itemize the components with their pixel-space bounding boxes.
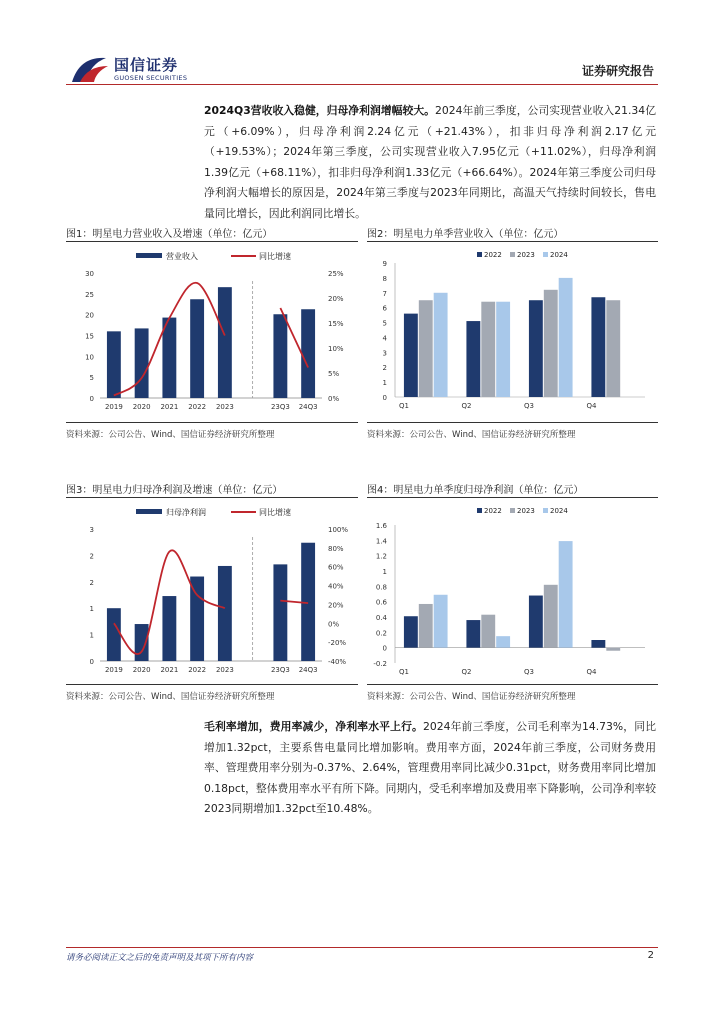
fig1-right-tick: 5% bbox=[328, 370, 340, 378]
paragraph-revenue-body: 2024年前三季度，公司实现营业收入21.34亿元（+6.09%），归母净利润2.24亿元（+21.43%），扣非归母净利润2.17亿元（+19.53%）；2024年第三季度，公司实现营业收入7.95亿元（+11.02%），归母净利润1.39亿元（+68.11%），扣非归母净利润1.33亿元（+66.64%）。2024年第三季度公司归母净利润大幅增长的原因是，2024年第三季度与2023年同期比，高温天气持续时间较长，售电量同比增长，因此利润同比增长。 bbox=[204, 104, 656, 220]
fig2-y-tick: 2 bbox=[382, 364, 387, 373]
fig1-legend-bar-label: 营业收入 bbox=[166, 252, 198, 261]
fig4-chart bbox=[367, 501, 658, 681]
fig3-bar bbox=[135, 624, 149, 661]
fig2-y-tick: 8 bbox=[382, 274, 387, 283]
fig1-right-tick: 25% bbox=[328, 270, 344, 278]
fig4-legend-label: 2023 bbox=[517, 507, 535, 515]
footer-divider bbox=[66, 947, 658, 948]
fig4-rule bbox=[367, 497, 658, 498]
fig4-bar bbox=[434, 595, 448, 648]
fig1-source: 资料来源：公司公告、Wind、国信证券经济研究所整理 bbox=[66, 430, 275, 440]
fig4-legend-swatch bbox=[510, 508, 515, 513]
fig2-bar bbox=[419, 300, 433, 397]
fig4-y-tick: 0 bbox=[382, 644, 387, 653]
fig3-left-tick: 2 bbox=[89, 552, 94, 561]
fig3-bar bbox=[107, 608, 121, 661]
fig4-bar bbox=[591, 640, 605, 648]
fig3-x-tick: 2019 bbox=[104, 666, 123, 674]
fig1-title: 图1：明星电力营业收入及增速（单位：亿元） bbox=[66, 229, 273, 240]
guosen-logo-icon bbox=[70, 52, 110, 86]
fig3-x-tick: 2020 bbox=[132, 666, 151, 674]
fig4-y-tick: 1.4 bbox=[375, 537, 387, 546]
fig1-bar bbox=[301, 309, 315, 398]
fig2-bar bbox=[434, 293, 448, 397]
fig4-y-tick: 1.6 bbox=[375, 522, 387, 530]
fig2-bar bbox=[559, 278, 573, 397]
fig1-x-tick: 2020 bbox=[132, 403, 151, 411]
paragraph-revenue bbox=[204, 101, 656, 224]
fig2-x-tick: Q3 bbox=[523, 402, 534, 410]
fig2-bar bbox=[404, 314, 418, 397]
fig4-bar bbox=[559, 541, 573, 648]
paragraph-margin bbox=[204, 717, 656, 820]
fig1-right-tick: 10% bbox=[328, 345, 344, 353]
fig1-x-tick: 2023 bbox=[215, 403, 234, 411]
fig4-legend-swatch bbox=[543, 508, 548, 513]
fig3-left-tick: 3 bbox=[89, 526, 94, 534]
fig2-source: 资料来源：公司公告、Wind、国信证券经济研究所整理 bbox=[367, 430, 576, 440]
fig2-y-tick: 4 bbox=[382, 334, 387, 343]
fig1-bar bbox=[135, 328, 149, 398]
fig3-title: 图3：明星电力归母净利润及增速（单位：亿元） bbox=[66, 485, 283, 496]
fig1-right-tick: 15% bbox=[328, 320, 344, 328]
fig1-rule bbox=[66, 241, 358, 242]
fig3-rule bbox=[66, 497, 358, 498]
fig3-rule-bottom bbox=[66, 684, 358, 685]
fig3-right-tick: -40% bbox=[328, 658, 347, 666]
fig3-right-tick: 80% bbox=[328, 544, 344, 553]
fig4-bar bbox=[419, 604, 433, 648]
paragraph-margin-heading: 毛利率增加，费用率减少，净利率水平上行。 bbox=[204, 720, 423, 733]
fig1-left-tick: 20 bbox=[85, 311, 94, 320]
fig2-bar bbox=[529, 300, 543, 397]
fig2-rule-bottom bbox=[367, 422, 658, 423]
fig3-legend-line-label: 同比增速 bbox=[259, 508, 291, 517]
fig4-y-tick: 0.4 bbox=[375, 614, 387, 622]
fig4-y-tick: -0.2 bbox=[373, 660, 387, 668]
fig1-legend-line-label: 同比增速 bbox=[259, 252, 291, 261]
fig2-legend-swatch bbox=[477, 252, 482, 257]
fig3-source: 资料来源：公司公告、Wind、国信证券经济研究所整理 bbox=[66, 692, 275, 702]
fig3-bar bbox=[273, 564, 287, 661]
fig3-right-tick: 100% bbox=[328, 526, 349, 534]
page-number: 2 bbox=[647, 950, 654, 961]
fig2-y-tick: 1 bbox=[382, 379, 387, 388]
fig2-y-tick: 0 bbox=[382, 394, 387, 402]
fig4-y-tick: 0.2 bbox=[375, 629, 387, 638]
fig2-y-tick: 6 bbox=[382, 304, 387, 313]
fig4-x-tick: Q3 bbox=[523, 668, 534, 676]
fig4-y-tick: 0.8 bbox=[375, 583, 387, 592]
fig1-left-tick: 10 bbox=[85, 353, 94, 362]
fig2-title: 图2：明星电力单季营业收入（单位：亿元） bbox=[367, 229, 564, 240]
fig3-x-tick: 2021 bbox=[160, 666, 179, 674]
fig1-x-tick: 2022 bbox=[188, 403, 207, 411]
fig1-right-tick: 0% bbox=[328, 395, 340, 403]
fig2-x-tick: Q1 bbox=[398, 402, 409, 410]
fig2-bar bbox=[466, 321, 480, 397]
fig1-bar bbox=[273, 314, 287, 398]
fig4-x-tick: Q1 bbox=[398, 668, 409, 676]
fig3-bar bbox=[162, 596, 176, 661]
fig2-legend-swatch bbox=[510, 252, 515, 257]
fig4-bar bbox=[404, 616, 418, 647]
fig2-bar bbox=[496, 302, 510, 397]
fig4-title: 图4：明星电力单季度归母净利润（单位：亿元） bbox=[367, 485, 584, 496]
fig2-bar bbox=[481, 302, 495, 397]
fig2-y-tick: 9 bbox=[382, 260, 387, 268]
fig4-bar bbox=[544, 585, 558, 648]
fig3-right-tick: 20% bbox=[328, 601, 344, 610]
fig3-left-tick: 0 bbox=[89, 658, 94, 666]
fig2-y-tick: 5 bbox=[382, 319, 387, 328]
fig1-legend-bar-swatch bbox=[136, 253, 162, 258]
fig2-chart bbox=[367, 245, 658, 417]
fig2-rule bbox=[367, 241, 658, 242]
fig1-left-tick: 5 bbox=[89, 374, 94, 383]
fig1-x-tick: 2021 bbox=[160, 403, 179, 411]
fig4-legend-label: 2024 bbox=[550, 507, 568, 515]
fig4-bar bbox=[481, 615, 495, 648]
fig3-right-tick: 0% bbox=[328, 620, 340, 629]
fig1-chart bbox=[66, 245, 358, 417]
fig4-source: 资料来源：公司公告、Wind、国信证券经济研究所整理 bbox=[367, 692, 576, 702]
fig4-legend-label: 2022 bbox=[484, 507, 502, 515]
fig1-bar bbox=[107, 331, 121, 398]
fig2-bar bbox=[591, 297, 605, 397]
paragraph-revenue-heading: 2024Q3营收收入稳健，归母净利润增幅较大。 bbox=[204, 104, 436, 117]
fig2-legend-label: 2024 bbox=[550, 251, 568, 259]
fig1-right-tick: 20% bbox=[328, 295, 344, 303]
fig4-y-tick: 0.6 bbox=[375, 598, 387, 607]
fig3-chart bbox=[66, 501, 358, 681]
fig1-bar bbox=[190, 299, 204, 398]
fig2-x-tick: Q4 bbox=[586, 402, 597, 410]
fig4-x-tick: Q2 bbox=[461, 668, 472, 676]
fig3-left-tick: 1 bbox=[89, 631, 94, 640]
fig4-x-tick: Q4 bbox=[586, 668, 597, 676]
fig4-rule-bottom bbox=[367, 684, 658, 685]
fig1-left-tick: 25 bbox=[85, 290, 94, 299]
fig1-left-tick: 30 bbox=[85, 270, 94, 278]
logo-en: GUOSEN SECURITIES bbox=[114, 74, 188, 82]
fig3-x-tick: 24Q3 bbox=[298, 666, 318, 674]
fig1-left-tick: 0 bbox=[89, 395, 94, 403]
logo-cn: 国信证券 bbox=[114, 56, 179, 74]
fig4-bar bbox=[466, 620, 480, 648]
paragraph-margin-body: 2024年前三季度，公司毛利率为14.73%，同比增加1.32pct，主要系售电量同比增加影响。费用率方面，2024年前三季度，公司财务费用率、管理费用率分别为-0.37%、2.64%，管理费用率同比减少0.31pct，财务费用率同比增加0.18pct，整体费用率水平有所下降。同期内，受毛利率增加及费用率下降影响，公司净利率较2023同期增加1.32pct至10.48%。 bbox=[204, 720, 656, 815]
fig4-y-tick: 1.2 bbox=[375, 552, 387, 561]
fig2-legend-label: 2023 bbox=[517, 251, 535, 259]
fig3-left-tick: 1 bbox=[89, 605, 94, 614]
fig2-bar bbox=[544, 290, 558, 397]
fig3-bar bbox=[218, 566, 232, 661]
report-type: 证券研究报告 bbox=[581, 64, 654, 78]
fig4-legend-swatch bbox=[477, 508, 482, 513]
fig2-x-tick: Q2 bbox=[461, 402, 472, 410]
fig3-x-tick: 23Q3 bbox=[270, 666, 290, 674]
fig4-bar bbox=[606, 648, 620, 651]
fig3-right-tick: 60% bbox=[328, 563, 344, 572]
fig1-x-tick: 2019 bbox=[104, 403, 123, 411]
fig1-rule-bottom bbox=[66, 422, 358, 423]
fig3-legend-bar-label: 归母净利润 bbox=[166, 508, 206, 517]
fig4-y-tick: 1 bbox=[382, 568, 387, 576]
fig3-x-tick: 2022 bbox=[188, 666, 207, 674]
fig3-legend-bar-swatch bbox=[136, 509, 162, 514]
fig4-bar bbox=[529, 596, 543, 648]
fig1-x-tick: 24Q3 bbox=[298, 403, 318, 411]
footer-disclaimer: 请务必阅读正文之后的免责声明及其项下所有内容 bbox=[66, 953, 254, 963]
fig3-bar bbox=[190, 577, 204, 661]
fig3-right-tick: 40% bbox=[328, 582, 344, 591]
fig2-legend-swatch bbox=[543, 252, 548, 257]
header-divider bbox=[66, 84, 658, 85]
fig3-x-tick: 2023 bbox=[215, 666, 234, 674]
fig3-right-tick: -20% bbox=[328, 639, 347, 648]
fig1-left-tick: 15 bbox=[85, 332, 94, 341]
fig2-bar bbox=[606, 300, 620, 397]
fig1-bar bbox=[218, 287, 232, 398]
fig2-y-tick: 3 bbox=[382, 349, 387, 358]
fig1-x-tick: 23Q3 bbox=[270, 403, 290, 411]
fig4-bar bbox=[496, 636, 510, 648]
fig2-y-tick: 7 bbox=[382, 289, 387, 298]
fig2-legend-label: 2022 bbox=[484, 251, 502, 259]
fig3-left-tick: 2 bbox=[89, 578, 94, 587]
